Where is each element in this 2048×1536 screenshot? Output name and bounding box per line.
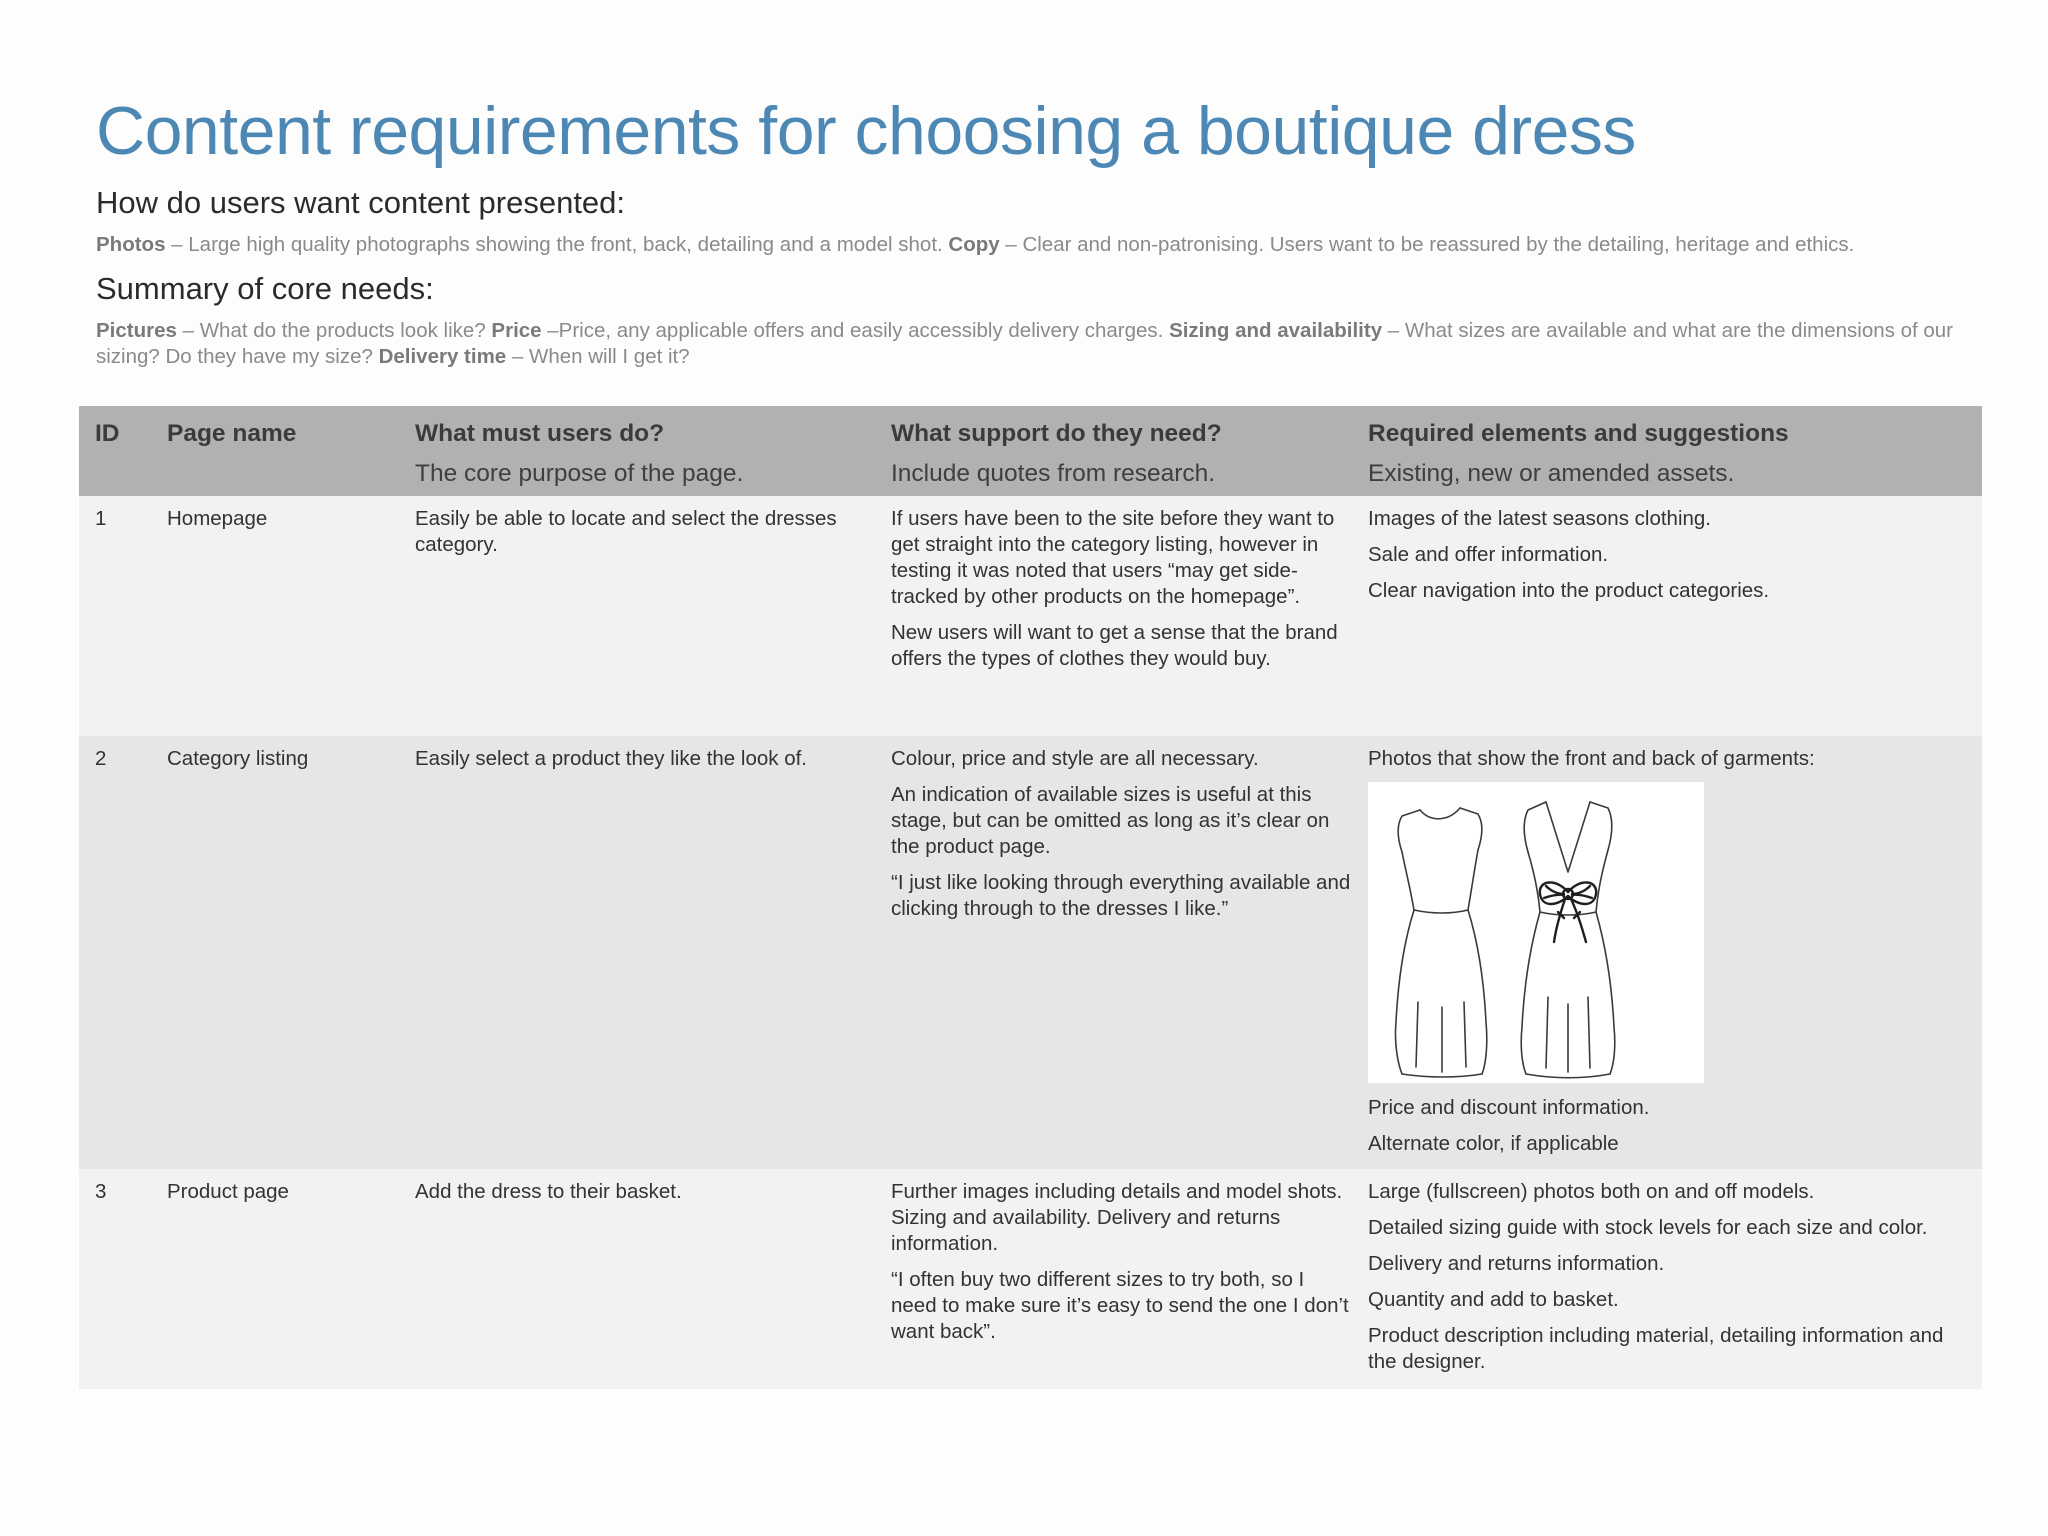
row-do: Add the dress to their basket.: [415, 1180, 682, 1203]
presented-text: [96, 232, 1976, 258]
row-required: [1368, 736, 1968, 1167]
support-para: Further images including details and model shots. Sizing and availability. Delivery and returns information.: [891, 1180, 1343, 1255]
header-required-title: Required elements and suggestions: [1368, 420, 1789, 447]
header-do-title: What must users do?: [415, 420, 665, 447]
dress-sketch-image: [1368, 782, 1704, 1083]
required-item: Clear navigation into the product categories.: [1368, 579, 1770, 602]
required-item: Large (fullscreen) photos both on and off models.: [1368, 1180, 1815, 1203]
photos-label: Photos: [96, 233, 166, 256]
table-row: [79, 736, 1982, 1169]
copy-label: Copy: [948, 233, 1000, 256]
pictures-label: Pictures: [96, 319, 177, 342]
row-page-name: Category listing: [167, 747, 309, 770]
header-do: [415, 406, 875, 489]
table-header: [79, 406, 1982, 496]
price-text: –Price, any applicable offers and easily accessibly delivery charges.: [541, 319, 1170, 342]
required-item: Price and discount information.: [1368, 1096, 1650, 1119]
required-item: Photos that show the front and back of garments:: [1368, 747, 1815, 770]
support-para: “I just like looking through everything available and clicking through to the dresses I like.”: [891, 871, 1351, 920]
presented-heading: How do users want content presented:: [96, 185, 626, 220]
support-para: If users have been to the site before they want to get straight into the category listing, however in testing it was noted that users “may get side-tracked by other products on the homepage”.: [891, 507, 1335, 608]
row-page-name: Homepage: [167, 507, 268, 530]
row-support: [891, 496, 1353, 682]
header-required: [1368, 406, 1968, 489]
dress-sketch-icon: [1368, 782, 1704, 1083]
row-id: 2: [95, 747, 107, 770]
pictures-text: – What do the products look like?: [176, 319, 492, 342]
sizing-label: Sizing and availability: [1169, 319, 1383, 342]
header-required-sub: Existing, new or amended assets.: [1368, 460, 1735, 487]
summary-heading: Summary of core needs:: [96, 271, 434, 306]
requirements-table: [79, 406, 1982, 1389]
row-do: Easily be able to locate and select the dresses category.: [415, 507, 837, 556]
required-item: Sale and offer information.: [1368, 543, 1609, 566]
header-support: [891, 406, 1353, 489]
table-row: [79, 1169, 1982, 1389]
header-page-name: [167, 406, 397, 449]
header-support-sub: Include quotes from research.: [891, 460, 1216, 487]
row-id: 3: [95, 1180, 107, 1203]
photos-text: – Large high quality photographs showing the front, back, detailing and a model shot.: [165, 233, 949, 256]
header-do-sub: The core purpose of the page.: [415, 460, 744, 487]
required-item: Delivery and returns information.: [1368, 1252, 1665, 1275]
row-support: [891, 1169, 1353, 1355]
price-label: Price: [491, 319, 542, 342]
row-id: 1: [95, 507, 107, 530]
header-page-name-label: Page name: [167, 420, 297, 447]
table-row: [79, 496, 1982, 736]
delivery-label: Delivery time: [378, 345, 507, 368]
support-para: New users will want to get a sense that the brand offers the types of clothes they would buy.: [891, 621, 1338, 670]
required-item: Alternate color, if applicable: [1368, 1132, 1619, 1155]
row-support: [891, 736, 1353, 932]
header-id: [95, 406, 155, 449]
support-para: Colour, price and style are all necessary.: [891, 747, 1259, 770]
page-title: Content requirements for choosing a boutique dress: [96, 93, 1636, 169]
delivery-text: – When will I get it?: [506, 345, 690, 368]
required-item: Detailed sizing guide with stock levels for each size and color.: [1368, 1216, 1928, 1239]
header-support-title: What support do they need?: [891, 420, 1222, 447]
row-page-name: Product page: [167, 1180, 289, 1203]
row-required: [1368, 1169, 1968, 1385]
required-item: Product description including material, detailing information and the designer.: [1368, 1324, 1944, 1373]
required-item: Quantity and add to basket.: [1368, 1288, 1619, 1311]
support-para: “I often buy two different sizes to try both, so I need to make sure it’s easy to send the one I don’t want back”.: [891, 1268, 1349, 1343]
sizing-text: – What sizes are available and what are the dimensions of our sizing? Do they have my size?: [96, 319, 1953, 368]
header-id-label: ID: [95, 420, 120, 447]
support-para: An indication of available sizes is useful at this stage, but can be omitted as long as it’s clear on the product page.: [891, 783, 1330, 858]
summary-text: [96, 318, 1956, 370]
row-do: Easily select a product they like the look of.: [415, 747, 807, 770]
row-required: [1368, 496, 1968, 614]
required-item: Images of the latest seasons clothing.: [1368, 507, 1712, 530]
copy-text: – Clear and non-patronising. Users want to be reassured by the detailing, heritage and ethics.: [999, 233, 1855, 256]
